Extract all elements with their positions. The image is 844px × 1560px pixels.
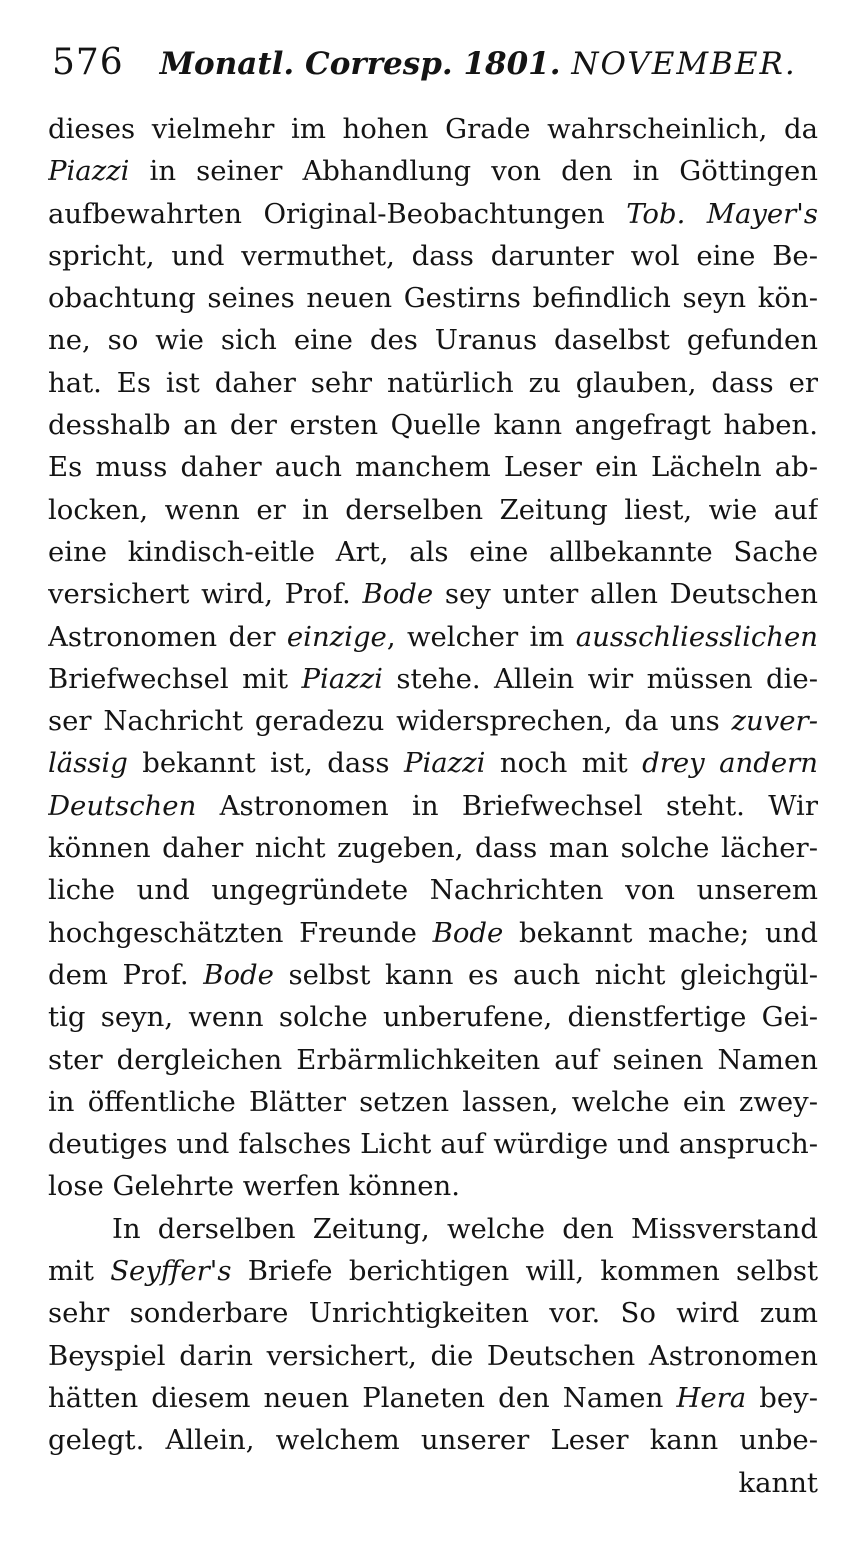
text-line xyxy=(48,869,818,911)
text-segment: hat. Es ist daher sehr natürlich zu glauben, dass er xyxy=(48,366,818,399)
text-segment: noch mit xyxy=(485,747,643,780)
text-segment: In derselben Zeitung, welche den Missverstand xyxy=(112,1212,818,1245)
text-segment: können daher nicht zugeben, dass man solche lächer- xyxy=(48,832,818,865)
italic-text: zuver- xyxy=(731,705,818,738)
text-line xyxy=(48,489,818,531)
text-line xyxy=(48,150,818,192)
text-segment: liche und ungegründete Nachrichten von unserem xyxy=(48,874,818,907)
italic-text: Tob. Mayer's xyxy=(626,197,818,230)
text-segment: gelegt. Allein, welchem unserer Leser kann unbe- xyxy=(48,1424,818,1457)
text-segment: hochgeschätzten Freunde xyxy=(48,916,433,949)
text-segment: tig seyn, wenn solche unberufene, dienstfertige Gei- xyxy=(48,1001,818,1034)
text-segment: Es muss daher auch manchem Leser ein Lächeln ab- xyxy=(48,451,818,484)
text-segment: sey unter allen Deutschen xyxy=(433,578,818,611)
italic-text: Deutschen xyxy=(48,789,197,822)
italic-text: Piazzi xyxy=(403,747,486,780)
text-segment: dieses vielmehr im hohen Grade wahrscheinlich, da xyxy=(48,113,818,145)
text-line xyxy=(48,1123,818,1165)
text-segment: in seiner Abhandlung von den in Göttingen xyxy=(129,155,818,188)
text-segment: bekannt ist, dass xyxy=(127,747,404,780)
text-segment: lose Gelehrte werfen können. xyxy=(48,1170,460,1203)
text-segment: eine kindisch-eitle Art, als eine allbekannte Sache xyxy=(48,535,818,568)
italic-text: lässig xyxy=(48,747,128,780)
italic-text: einzige xyxy=(286,620,387,653)
text-segment: hätten diesem neuen Planeten den Namen xyxy=(48,1381,677,1414)
catchword: kannt xyxy=(738,1466,818,1499)
journal-title: Monatl. Corresp. 1801. xyxy=(159,46,572,82)
text-segment: locken, wenn er in derselben Zeitung liest, wie auf xyxy=(48,493,818,526)
text-line xyxy=(48,362,818,404)
text-line xyxy=(48,1292,818,1334)
italic-text: Seyffer's xyxy=(110,1255,232,1288)
text-segment: in öffentliche Blätter setzen lassen, welche ein zwey- xyxy=(48,1085,818,1118)
text-segment: bey- xyxy=(746,1381,818,1414)
text-segment: ser Nachricht geradezu widersprechen, da uns xyxy=(48,705,732,738)
text-line xyxy=(48,1335,818,1377)
text-line xyxy=(48,954,818,996)
text-segment: aufbewahrten Original-Beobachtungen xyxy=(48,197,627,230)
text-line xyxy=(48,108,818,150)
text-segment: selbst kann es auch nicht gleichgül- xyxy=(273,958,818,991)
text-segment: versichert wird, Prof. xyxy=(48,578,363,611)
text-segment: bekannt mache; und xyxy=(503,916,818,949)
text-line xyxy=(48,1208,818,1250)
text-line xyxy=(48,573,818,615)
text-segment: spricht, und vermuthet, dass darunter wol eine Be- xyxy=(48,239,818,272)
text-line xyxy=(48,446,818,488)
text-segment: Briefwechsel mit xyxy=(48,662,302,695)
italic-text: Piazzi xyxy=(301,662,383,695)
text-segment: sehr sonderbare Unrichtigkeiten vor. So wird zum xyxy=(48,1297,818,1330)
text-line xyxy=(48,700,818,742)
text-line xyxy=(48,996,818,1038)
italic-text: Bode xyxy=(203,958,274,991)
italic-text: Bode xyxy=(432,916,504,949)
text-line xyxy=(48,1039,818,1081)
text-line xyxy=(48,404,818,446)
text-line xyxy=(48,742,818,784)
text-segment: Briefe berichtigen will, kommen selbst xyxy=(231,1255,818,1288)
text-segment: Astronomen in Briefwechsel steht. Wir xyxy=(196,789,818,822)
text-segment: mit xyxy=(48,1255,111,1288)
text-line xyxy=(48,193,818,235)
text-segment: stehe. Allein wir müssen die- xyxy=(382,662,818,695)
text-line xyxy=(48,531,818,573)
italic-text: Hera xyxy=(676,1381,747,1414)
italic-text: Bode xyxy=(362,578,434,611)
text-line xyxy=(48,1377,818,1419)
text-line xyxy=(48,1419,818,1461)
text-line xyxy=(48,235,818,277)
text-line xyxy=(48,1165,818,1207)
text-line xyxy=(48,1250,818,1292)
italic-text: drey andern xyxy=(642,747,818,780)
text-line xyxy=(48,1081,818,1123)
running-head xyxy=(160,46,797,82)
text-segment: Astronomen der xyxy=(48,620,287,653)
text-line xyxy=(48,785,818,827)
italic-text: ausschliesslichen xyxy=(575,620,818,653)
body-text xyxy=(48,108,818,1504)
text-segment: dem Prof. xyxy=(48,958,204,991)
text-segment: obachtung seines neuen Gestirns befindlich seyn kön- xyxy=(48,282,818,315)
text-segment: ster dergleichen Erbärmlichkeiten auf seinen Namen xyxy=(48,1043,818,1076)
text-segment: desshalb an der ersten Quelle kann angefragt haben. xyxy=(48,409,818,442)
text-segment: deutiges und falsches Licht auf würdige und anspruch- xyxy=(48,1128,818,1161)
month-title: NOVEMBER. xyxy=(571,46,797,82)
text-line xyxy=(48,616,818,658)
text-segment: ne, so wie sich eine des Uranus daselbst gefunden xyxy=(48,324,818,357)
text-line xyxy=(48,658,818,700)
text-segment: Beyspiel darin versichert, die Deutschen Astronomen xyxy=(48,1339,818,1372)
page-header xyxy=(52,42,812,92)
italic-text: Piazzi xyxy=(48,155,130,188)
text-segment: , welcher im xyxy=(386,620,576,653)
text-line xyxy=(48,912,818,954)
text-line xyxy=(48,277,818,319)
text-line xyxy=(48,319,818,361)
page-number: 576 xyxy=(52,42,124,83)
text-line xyxy=(48,827,818,869)
